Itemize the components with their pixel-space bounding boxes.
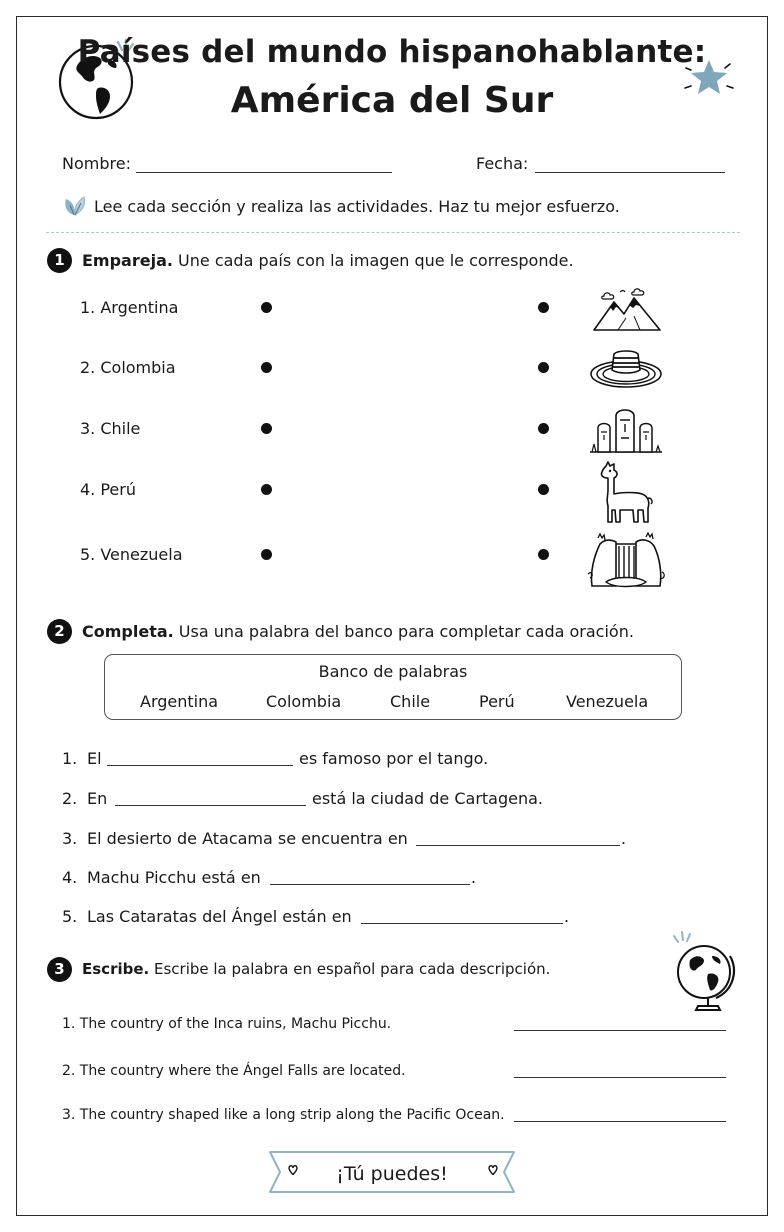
sentence-number: 3.	[62, 829, 78, 848]
fecha-field[interactable]	[535, 172, 725, 173]
sentence-text-before: El desierto de Atacama se encuentra en	[87, 829, 408, 848]
description-item: 3. The country shaped like a long strip along the Pacific Ocean.	[62, 1107, 505, 1123]
match-dot-right[interactable]	[538, 423, 549, 434]
instruction-text: Lee cada sección y realiza las actividades. Haz tu mejor esfuerzo.	[94, 197, 620, 216]
match-dot-left[interactable]	[261, 423, 272, 434]
match-dot-left[interactable]	[261, 484, 272, 495]
word-bank	[104, 654, 682, 720]
encouragement-text: ¡Tú puedes!	[336, 1163, 448, 1185]
bank-word-argentina: Argentina	[140, 692, 219, 711]
sentence-number: 2.	[62, 789, 78, 808]
match-item-chile: 3. Chile	[80, 419, 141, 438]
leaf-icon	[62, 195, 88, 217]
bank-word-colombia: Colombia	[266, 692, 342, 711]
moai-statues-icon	[586, 402, 666, 456]
blank-line[interactable]	[361, 923, 563, 924]
sentence-text-after: .	[621, 829, 627, 848]
sentence-text-after: .	[471, 868, 477, 887]
match-dot-left[interactable]	[261, 549, 272, 560]
mountains-icon	[590, 286, 664, 336]
worksheet-border	[16, 16, 768, 1216]
match-dot-left[interactable]	[261, 302, 272, 313]
worksheet-title-line2: América del Sur	[230, 80, 554, 121]
match-dot-right[interactable]	[538, 549, 549, 560]
waterfall-icon	[584, 532, 668, 590]
section1-heading: Empareja. Une cada país con la imagen que le corresponde.	[82, 251, 574, 270]
match-dot-right[interactable]	[538, 302, 549, 313]
description-item: 2. The country where the Ángel Falls are located.	[62, 1063, 406, 1079]
blank-line[interactable]	[115, 805, 306, 806]
match-dot-left[interactable]	[261, 362, 272, 373]
match-item-venezuela: 5. Venezuela	[80, 545, 183, 564]
sentence-text-before: En	[87, 789, 108, 808]
worksheet-title-line1: Países del mundo hispanohablante:	[77, 34, 707, 70]
sentence-text-before: Machu Picchu está en	[87, 868, 261, 887]
bank-word-peru: Perú	[479, 692, 515, 711]
sentence-text-before: Las Cataratas del Ángel están en	[87, 907, 352, 926]
blank-line[interactable]	[416, 845, 620, 846]
sentence-text-after: es famoso por el tango.	[299, 749, 489, 768]
section3-heading: Escribe. Escribe la palabra en español para cada descripción.	[82, 960, 551, 978]
fecha-label: Fecha:	[476, 154, 529, 173]
llama-icon	[596, 460, 656, 526]
blank-line[interactable]	[270, 884, 470, 885]
section1-badge: 1	[47, 248, 72, 273]
sentence-text-after: .	[564, 907, 570, 926]
answer-line[interactable]	[514, 1030, 726, 1031]
match-item-colombia: 2. Colombia	[80, 358, 176, 377]
desk-globe-icon	[668, 930, 740, 1016]
sentence-number: 1.	[62, 749, 78, 768]
blank-line[interactable]	[107, 765, 293, 766]
section2-badge: 2	[47, 619, 72, 644]
section3-badge: 3	[47, 957, 72, 982]
nombre-label: Nombre:	[62, 154, 131, 173]
word-bank-title: Banco de palabras	[318, 662, 468, 681]
sombrero-vueltiao-icon	[588, 344, 664, 390]
sentence-number: 4.	[62, 868, 78, 887]
bank-word-chile: Chile	[390, 692, 431, 711]
bank-word-venezuela: Venezuela	[566, 692, 649, 711]
match-dot-right[interactable]	[538, 484, 549, 495]
answer-line[interactable]	[514, 1121, 726, 1122]
sentence-number: 5.	[62, 907, 78, 926]
match-item-peru: 4. Perú	[80, 480, 136, 499]
nombre-field[interactable]	[136, 172, 392, 173]
answer-line[interactable]	[514, 1077, 726, 1078]
sentence-text-after: está la ciudad de Cartagena.	[312, 789, 544, 808]
description-item: 1. The country of the Inca ruins, Machu Picchu.	[62, 1016, 392, 1032]
match-dot-right[interactable]	[538, 362, 549, 373]
match-item-argentina: 1. Argentina	[80, 298, 179, 317]
sentence-text-before: El	[87, 749, 102, 768]
section-divider	[46, 232, 740, 233]
section2-heading: Completa. Usa una palabra del banco para completar cada oración.	[82, 622, 634, 641]
